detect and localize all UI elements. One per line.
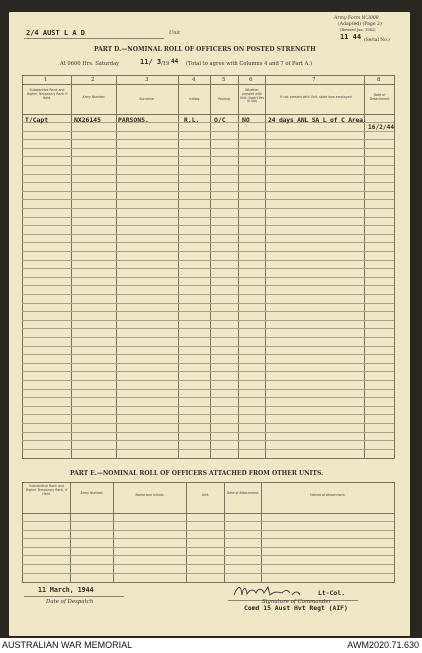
row-posting: O/C bbox=[214, 116, 226, 124]
part-d-col-line-4 bbox=[210, 75, 211, 459]
part-d-header-border bbox=[22, 114, 394, 115]
part-d-col-line-5 bbox=[238, 75, 239, 459]
serial-number: 11 44 bbox=[340, 33, 362, 41]
ruled-line bbox=[22, 538, 394, 539]
part-d-col-line-0 bbox=[22, 75, 23, 459]
part-e-col-line-6 bbox=[394, 482, 395, 583]
part-e-col-line-1 bbox=[70, 482, 71, 583]
ruled-line bbox=[22, 521, 394, 522]
part-d-col-line-8 bbox=[394, 75, 395, 459]
ruled-line bbox=[22, 225, 394, 226]
ruled-line bbox=[22, 139, 394, 140]
col-header-present: Whether present with Unit (insert Yes or No) bbox=[240, 88, 264, 104]
part-e-bottom-border bbox=[22, 582, 394, 583]
ruled-line bbox=[22, 182, 394, 183]
ruled-line bbox=[22, 440, 394, 441]
col-number-7: 7 bbox=[312, 77, 316, 83]
part-e-header-nature: Nature of Attachment. bbox=[310, 493, 346, 497]
col-number-2: 2 bbox=[91, 77, 95, 83]
part-d-bottom-border bbox=[22, 458, 394, 459]
ruled-line bbox=[22, 432, 394, 433]
signature-suffix: Lt-Col. bbox=[318, 589, 345, 597]
form-name: Army Form W.3008 bbox=[334, 16, 379, 21]
ruled-line bbox=[22, 530, 394, 531]
row-present: NO bbox=[242, 116, 250, 124]
ruled-line bbox=[22, 363, 394, 364]
ruled-line bbox=[22, 174, 394, 175]
ruled-line bbox=[22, 371, 394, 372]
part-d-year-prefix: /19 bbox=[161, 61, 170, 67]
part-e-header-border bbox=[22, 513, 394, 514]
col-header-initials: Initials. bbox=[188, 97, 201, 101]
ruled-line bbox=[22, 303, 394, 304]
part-d-total-note: (Total to agree with Columns 4 and 7 of Part A.) bbox=[186, 61, 313, 67]
part-e-top-border bbox=[22, 482, 394, 483]
col-header-employment: If not present with Unit, state how employed bbox=[280, 95, 352, 99]
row-army-number: NX26145 bbox=[74, 116, 101, 124]
ruled-line bbox=[22, 199, 394, 200]
part-e-header-unit: Unit. bbox=[201, 493, 210, 497]
part-e-title: PART E.—NOMINAL ROLL OF OFFICERS ATTACHED FROM OTHER UNITS. bbox=[70, 470, 324, 477]
ruled-line bbox=[22, 573, 394, 574]
ruled-line bbox=[22, 191, 394, 192]
ruled-line bbox=[22, 449, 394, 450]
form-revised: (Revised Jan. 1942) bbox=[340, 28, 376, 32]
col-header-posting: Posting. bbox=[218, 97, 231, 101]
form-adapted: (Adapted) (Page 2) bbox=[338, 22, 382, 27]
ruled-line bbox=[22, 251, 394, 252]
serial-label: (Serial No.) bbox=[364, 38, 390, 43]
ruled-line bbox=[22, 414, 394, 415]
part-e-header-attachment-date: Date of Attachment. bbox=[226, 491, 260, 495]
ruled-line bbox=[22, 423, 394, 424]
part-e-col-line-2 bbox=[113, 482, 114, 583]
part-d-col-line-2 bbox=[116, 75, 117, 459]
part-d-year: 44 bbox=[171, 58, 179, 65]
unit-label: Unit bbox=[169, 30, 181, 36]
part-d-at-prefix: At 0600 Hrs. Saturday bbox=[60, 61, 120, 67]
row-rank: T/Capt bbox=[25, 116, 49, 124]
col-header-rank: Substantive Rank and Higher Temporary Rank if Held. bbox=[26, 88, 68, 100]
ruled-line bbox=[22, 242, 394, 243]
col-header-army-number: Army Number. bbox=[82, 95, 106, 99]
part-e-col-line-3 bbox=[186, 482, 187, 583]
part-e-header-name: Name and Initials. bbox=[135, 493, 165, 497]
ruled-line bbox=[22, 260, 394, 261]
col-number-1: 1 bbox=[44, 77, 48, 83]
part-e-col-line-5 bbox=[261, 482, 262, 583]
part-d-col-line-3 bbox=[178, 75, 179, 459]
ruled-line bbox=[22, 555, 394, 556]
part-e-col-line-4 bbox=[224, 482, 225, 583]
despatch-date: 11 March, 1944 bbox=[38, 586, 94, 594]
ruled-line bbox=[22, 380, 394, 381]
ruled-line bbox=[22, 389, 394, 390]
ruled-line bbox=[22, 406, 394, 407]
col-number-5: 5 bbox=[222, 77, 226, 83]
part-d-col-line-7 bbox=[364, 75, 365, 459]
col-header-surname: Surname. bbox=[139, 97, 155, 101]
ruled-line bbox=[22, 156, 394, 157]
ruled-line bbox=[22, 346, 394, 347]
part-e-header-army-number: Army Number. bbox=[80, 491, 104, 495]
ruled-line bbox=[22, 217, 394, 218]
col-number-6: 6 bbox=[249, 77, 253, 83]
row-employment: 24 days ANL SA L of C Area. bbox=[268, 116, 367, 124]
ruled-line bbox=[22, 320, 394, 321]
col-number-4: 4 bbox=[192, 77, 196, 83]
despatch-underline bbox=[24, 596, 124, 597]
row-detachment-date: 16/2/44 bbox=[368, 124, 395, 131]
ruled-line bbox=[22, 328, 394, 329]
part-e-header-rank: Substantive Rank and Higher Temporary Rank, if Held. bbox=[25, 484, 68, 496]
ruled-line bbox=[22, 311, 394, 312]
part-e-col-line-0 bbox=[22, 482, 23, 583]
part-d-top-border bbox=[22, 75, 394, 76]
part-d-title: PART D.—NOMINAL ROLL OF OFFICERS ON POSTED STRENGTH bbox=[94, 46, 316, 53]
col-header-detachment: Date of Detachment bbox=[369, 93, 390, 101]
ruled-line bbox=[22, 285, 394, 286]
ruled-line bbox=[22, 294, 394, 295]
ruled-line bbox=[22, 564, 394, 565]
ruled-line bbox=[22, 277, 394, 278]
row-initials: R.L. bbox=[184, 116, 200, 124]
unit-underline bbox=[24, 38, 164, 39]
caption-bar bbox=[0, 638, 422, 653]
ruled-line bbox=[22, 268, 394, 269]
part-d-number-row-border bbox=[22, 84, 394, 85]
signature-label: Signature of Commander bbox=[262, 599, 332, 605]
ruled-line bbox=[22, 148, 394, 149]
part-d-col-line-6 bbox=[265, 75, 266, 459]
ruled-line bbox=[22, 397, 394, 398]
ruled-line bbox=[22, 131, 394, 132]
part-d-date: 11/ 3 bbox=[140, 58, 162, 66]
part-d-col-line-1 bbox=[71, 75, 72, 459]
caption-right: AWM2020.71.630 bbox=[347, 640, 419, 650]
ruled-line bbox=[22, 547, 394, 548]
col-number-8: 8 bbox=[377, 77, 381, 83]
ruled-line bbox=[22, 354, 394, 355]
col-number-3: 3 bbox=[145, 77, 149, 83]
ruled-line bbox=[22, 337, 394, 338]
caption-left: AUSTRALIAN WAR MEMORIAL bbox=[2, 640, 133, 650]
ruled-line bbox=[22, 165, 394, 166]
ruled-line bbox=[22, 208, 394, 209]
unit-name: 2/4 AUST L A D bbox=[26, 29, 86, 37]
despatch-label: Date of Despatch bbox=[46, 599, 94, 605]
commander-unit: Comd 15 Aust Hvt Regt (AIF) bbox=[244, 604, 348, 612]
row-surname: PARSONS. bbox=[118, 116, 149, 124]
ruled-line bbox=[22, 234, 394, 235]
